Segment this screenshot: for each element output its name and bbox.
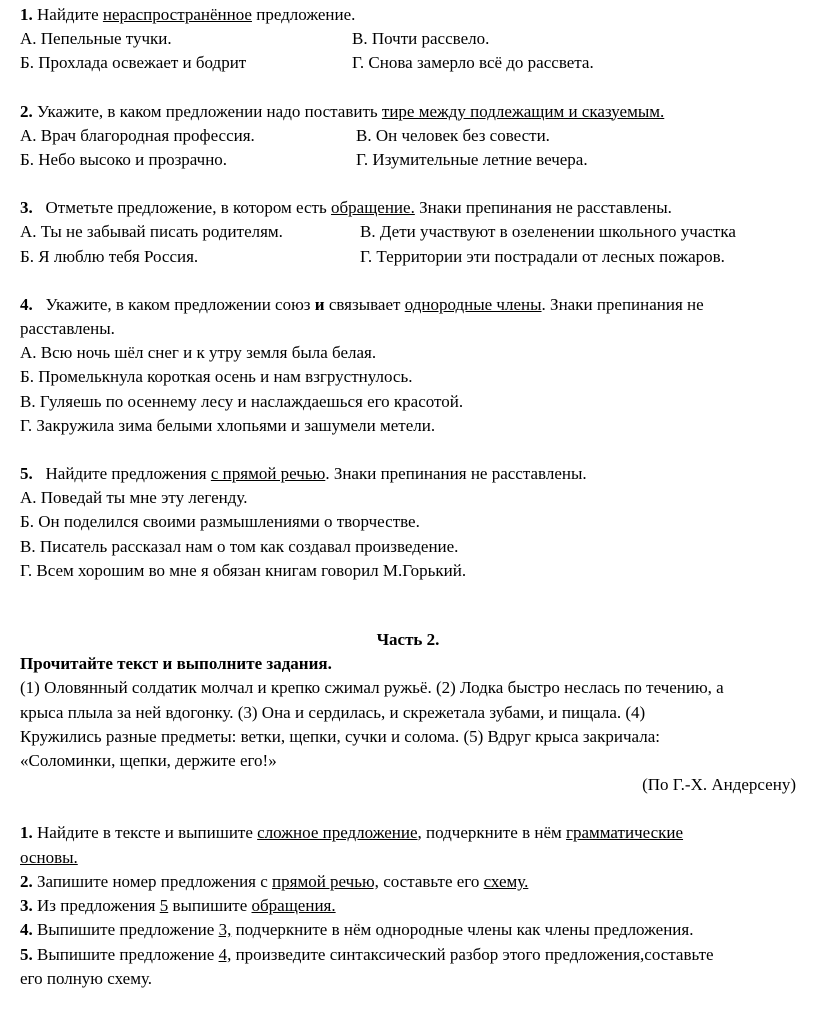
q4-pre: Укажите, в каком предложении союз	[32, 294, 315, 314]
part2-instruction-text: Прочитайте текст и выполните задания.	[20, 654, 332, 674]
task-1-underlined-2: грамматические	[566, 823, 684, 843]
q3-prompt	[20, 196, 796, 220]
passage-line-3: Кружились разные предметы: ветки, щепки, сучки и солома. (5) Вдруг крыса закричала:	[20, 726, 660, 746]
q4-option-b: Б. Промелькнула короткая осень и нам взгрустнулось.	[20, 367, 413, 387]
task-5-post: произведите синтаксический разбор этого предложения,составьте	[231, 944, 714, 964]
q4-prompt-continued: расставлены.	[20, 319, 115, 339]
q4-prompt	[20, 293, 796, 317]
q1-option-v: В. Почти рассвело.	[352, 29, 490, 49]
task-5-continued: его полную схему.	[20, 968, 152, 988]
task-1-underlined-1: сложное предложение	[257, 823, 418, 843]
task-2-underlined-1: прямой речью,	[272, 871, 379, 891]
q5-option-b: Б. Он поделился своими размышлениями о творчестве.	[20, 512, 420, 532]
q5-option-g: Г. Всем хорошим во мне я обязан книгам говорил М.Горький.	[20, 560, 467, 580]
q4-bold-conjunction: и	[314, 294, 325, 314]
q1-underlined: нераспространённое	[102, 5, 252, 24]
q5-pre: Найдите предложения	[32, 464, 211, 484]
task-5-pre: Выпишите предложение	[32, 944, 219, 964]
q4-underlined: однородные члены	[404, 294, 542, 314]
task-2-underlined-2: схему.	[483, 871, 529, 891]
q3-option-a: А. Ты не забывай писать родителям.	[20, 222, 283, 242]
q1-prompt	[20, 3, 796, 27]
q5-post: . Знаки препинания не расставлены.	[325, 464, 587, 484]
passage-line-2: крыса плыла за ней вдогонку. (3) Она и сердилась, и скрежетала зубами, и пищала. (4)	[20, 702, 646, 722]
q4-option-a: А. Всю ночь шёл снег и к утру земля была белая.	[20, 343, 377, 363]
task-3-number: 3.	[20, 896, 33, 916]
task-3-underlined-1: 5	[159, 896, 169, 916]
task-2-number: 2.	[20, 871, 33, 891]
q5-underlined: с прямой речью	[210, 464, 326, 484]
task-1-underlined-3: основы.	[20, 847, 78, 867]
q2-option-b: Б. Небо высоко и прозрачно.	[20, 150, 228, 170]
task-1	[20, 821, 796, 845]
q2-number: 2.	[20, 101, 33, 121]
q5-option-v: В. Писатель рассказал нам о том как создавал произведение.	[20, 536, 459, 556]
passage-source: (По Г.-Х. Андерсену)	[642, 775, 796, 795]
task-4-number: 4.	[20, 920, 33, 940]
q4-option-g: Г. Закружила зима белыми хлопьями и зашумели метели.	[20, 415, 436, 435]
task-4-underlined-1: 3,	[218, 920, 232, 940]
q4-mid: связывает	[324, 294, 405, 314]
task-3	[20, 894, 796, 918]
passage-line-1: (1) Оловянный солдатик молчал и крепко сжимал ружьё. (2) Лодка быстро неслась по течению, а	[20, 678, 724, 698]
q3-number: 3.	[20, 198, 33, 218]
q1-number: 1.	[20, 5, 33, 24]
q5-prompt	[20, 462, 796, 486]
task-1-number: 1.	[20, 823, 33, 843]
task-2-mid: составьте его	[378, 871, 484, 891]
q1-post: предложение.	[251, 5, 356, 24]
part2-heading	[20, 628, 796, 652]
q2-option-v: В. Он человек без совести.	[356, 125, 550, 145]
task-4-pre: Выпишите предложение	[32, 920, 219, 940]
task-1-continued	[20, 846, 796, 870]
q1-option-g: Г. Снова замерло всё до рассвета.	[352, 53, 594, 73]
q3-post: Знаки препинания не расставлены.	[414, 198, 672, 218]
q1-pre: Найдите	[37, 5, 103, 24]
task-3-underlined-2: обращения.	[251, 896, 336, 916]
task-5	[20, 943, 796, 967]
q4-post: . Знаки препинания не	[541, 294, 704, 314]
task-1-pre: Найдите в тексте и выпишите	[32, 823, 258, 843]
task-1-mid: , подчеркните в нём	[417, 823, 567, 843]
q1-option-b: Б. Прохлада освежает и бодрит	[20, 53, 247, 73]
task-5-number: 5.	[20, 944, 33, 964]
q2-underlined: тире между подлежащим и сказуемым.	[381, 101, 665, 121]
task-4-post: подчеркните в нём однородные члены как члены предложения.	[231, 920, 694, 940]
q3-underlined: обращение.	[331, 198, 415, 218]
q3-pre: Отметьте предложение, в котором есть	[32, 198, 331, 218]
q4-number: 4.	[20, 294, 33, 314]
task-5-underlined-1: 4,	[218, 944, 232, 964]
passage-line-4: «Соломинки, щепки, держите его!»	[20, 751, 277, 771]
part2-heading-text: Часть 2.	[376, 630, 440, 650]
task-2-pre: Запишите номер предложения с	[32, 871, 273, 891]
q3-option-b: Б. Я люблю тебя Россия.	[20, 246, 199, 266]
task-4	[20, 918, 796, 942]
q2-pre: Укажите, в каком предложении надо поставить	[32, 101, 382, 121]
task-3-pre: Из предложения	[32, 896, 160, 916]
q1-option-a: А. Пепельные тучки.	[20, 29, 172, 49]
q2-prompt	[20, 100, 796, 124]
task-2	[20, 870, 796, 894]
part2-instruction	[20, 652, 796, 676]
q3-option-v: В. Дети участвуют в озеленении школьного участка	[360, 222, 736, 242]
q4-option-v: В. Гуляешь по осеннему лесу и наслаждаешься его красотой.	[20, 391, 464, 411]
q2-option-g: Г. Изумительные летние вечера.	[356, 150, 588, 170]
q2-option-a: А. Врач благородная профессия.	[20, 125, 255, 145]
q3-option-g: Г. Территории эти пострадали от лесных пожаров.	[360, 246, 725, 266]
q5-option-a: А. Поведай ты мне эту легенду.	[20, 488, 248, 508]
q5-number: 5.	[20, 464, 33, 484]
task-3-mid: выпишите	[168, 896, 252, 916]
